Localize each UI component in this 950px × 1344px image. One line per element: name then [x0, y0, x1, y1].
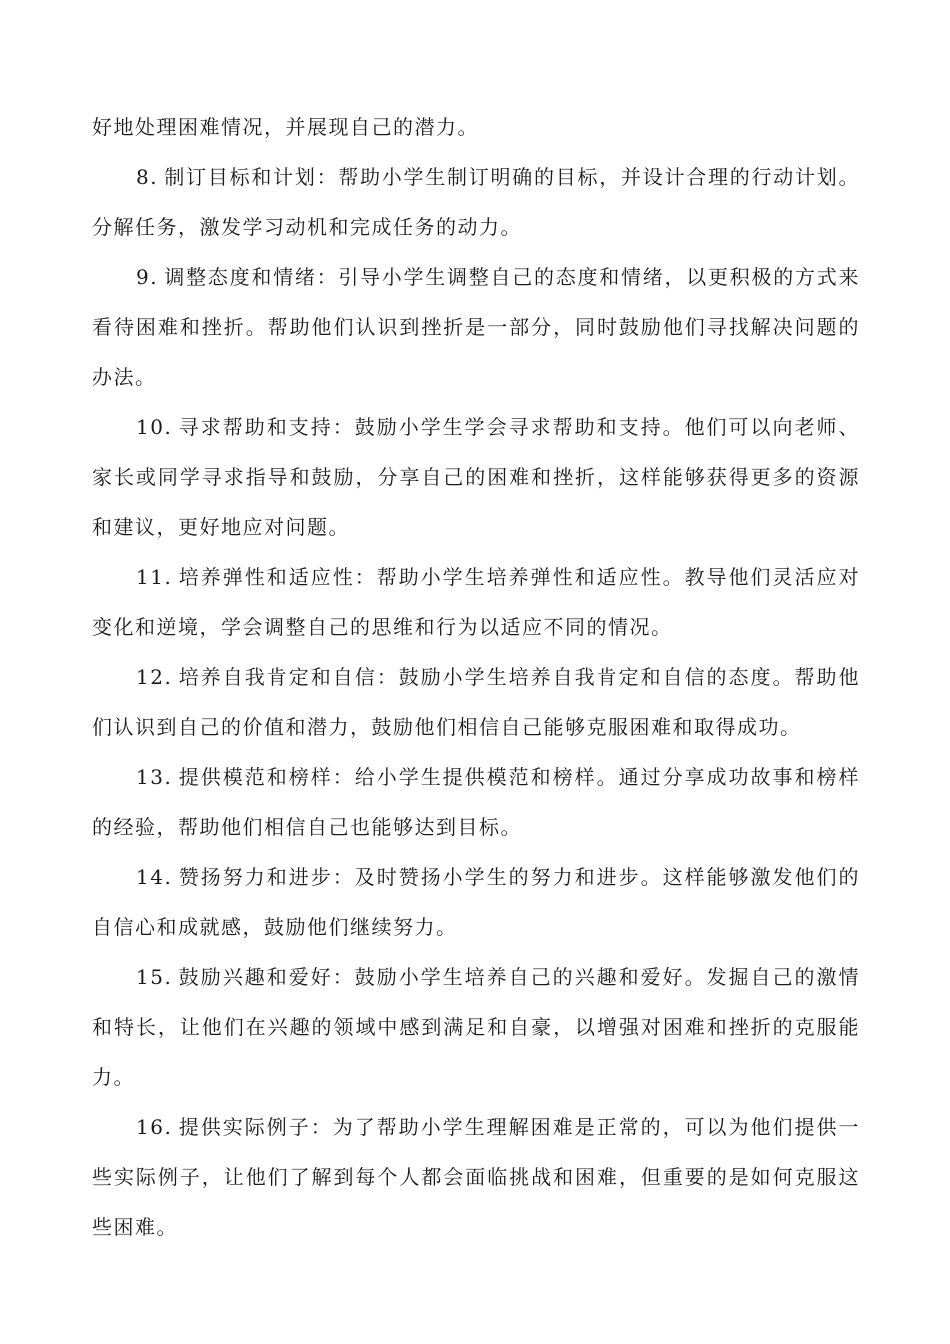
- item-number: 11.: [136, 565, 173, 589]
- paragraph-item-16: [92, 1102, 860, 1252]
- paragraph-text: 鼓励兴趣和爱好：鼓励小学生培养自己的兴趣和爱好。发掘自己的激情和特长，让他们在兴趣的领域中感到满足和自豪，以增强对困难和挫折的克服能力。: [92, 965, 860, 1089]
- paragraph-text: 提供实际例子：为了帮助小学生理解困难是正常的，可以为他们提供一些实际例子，让他们了解到每个人都会面临挑战和困难，但重要的是如何克服这些困难。: [92, 1115, 860, 1239]
- paragraph-item-15: [92, 952, 860, 1102]
- item-number: 8.: [136, 165, 159, 189]
- paragraph-item-10: [92, 402, 860, 552]
- paragraph-item-13: [92, 752, 860, 852]
- item-number: 13.: [136, 765, 173, 789]
- paragraph-text: 制订目标和计划：帮助小学生制订明确的目标，并设计合理的行动计划。分解任务，激发学习动机和完成任务的动力。: [92, 165, 860, 239]
- paragraph-text: 寻求帮助和支持：鼓励小学生学会寻求帮助和支持。他们可以向老师、家长或同学寻求指导和鼓励，分享自己的困难和挫折，这样能够获得更多的资源和建议，更好地应对问题。: [92, 415, 860, 539]
- paragraph-item-9: [92, 252, 860, 402]
- paragraph-text: 好地处理困难情况，并展现自己的潜力。: [92, 115, 479, 139]
- paragraph-text: 提供模范和榜样：给小学生提供模范和榜样。通过分享成功故事和榜样的经验，帮助他们相信自己也能够达到目标。: [92, 765, 860, 839]
- document-page: [92, 102, 860, 1252]
- paragraph-item-11: [92, 552, 860, 652]
- paragraph-text: 培养弹性和适应性：帮助小学生培养弹性和适应性。教导他们灵活应对变化和逆境，学会调整自己的思维和行为以适应不同的情况。: [92, 565, 860, 639]
- item-number: 15.: [136, 965, 173, 989]
- paragraph-text: 培养自我肯定和自信：鼓励小学生培养自我肯定和自信的态度。帮助他们认识到自己的价值和潜力，鼓励他们相信自己能够克服困难和取得成功。: [92, 665, 860, 739]
- paragraph-text: 调整态度和情绪：引导小学生调整自己的态度和情绪，以更积极的方式来看待困难和挫折。帮助他们认识到挫折是一部分，同时鼓励他们寻找解决问题的办法。: [92, 265, 860, 389]
- item-number: 14.: [136, 865, 173, 889]
- paragraph-text: 赞扬努力和进步：及时赞扬小学生的努力和进步。这样能够激发他们的自信心和成就感，鼓励他们继续努力。: [92, 865, 860, 939]
- paragraph-item-14: [92, 852, 860, 952]
- paragraph-item-12: [92, 652, 860, 752]
- paragraph-item-8: [92, 152, 860, 252]
- item-number: 16.: [136, 1115, 173, 1139]
- paragraph-continuation: [92, 102, 860, 152]
- item-number: 10.: [136, 415, 173, 439]
- item-number: 12.: [136, 665, 173, 689]
- item-number: 9.: [136, 265, 159, 289]
